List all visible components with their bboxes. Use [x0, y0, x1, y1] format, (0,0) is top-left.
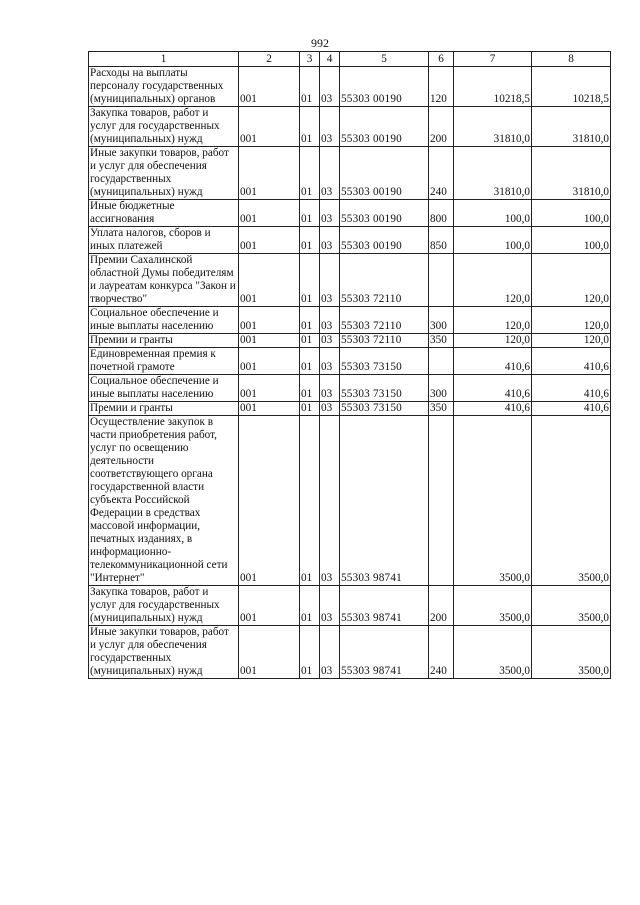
amount-col7: 100,0	[454, 200, 532, 227]
amount-col7: 100,0	[454, 227, 532, 254]
subsection-code: 03	[320, 200, 340, 227]
ministry-code: 001	[239, 67, 300, 107]
amount-col8: 120,0	[532, 254, 611, 307]
section-code: 01	[300, 626, 320, 679]
column-header: 7	[454, 52, 532, 67]
ministry-code: 001	[239, 402, 300, 416]
amount-col7: 410,6	[454, 402, 532, 416]
subsection-code: 03	[320, 107, 340, 147]
section-code: 01	[300, 227, 320, 254]
expense-type-code: 300	[429, 307, 454, 334]
page-number: 992	[311, 36, 329, 50]
item-name: Иные закупки товаров, работ и услуг для обеспечения государственных (муниципальных) нужд	[89, 147, 239, 200]
item-name: Премии и гранты	[89, 334, 239, 348]
amount-col8: 31810,0	[532, 107, 611, 147]
target-article-code: 55303 73150	[340, 348, 429, 375]
expense-type-code: 300	[429, 375, 454, 402]
expense-type-code: 200	[429, 107, 454, 147]
subsection-code: 03	[320, 402, 340, 416]
item-name: Закупка товаров, работ и услуг для государственных (муниципальных) нужд	[89, 107, 239, 147]
table-row	[89, 307, 611, 334]
column-header: 3	[300, 52, 320, 67]
table-row	[89, 586, 611, 626]
target-article-code: 55303 00190	[340, 107, 429, 147]
subsection-code: 03	[320, 307, 340, 334]
amount-col7: 31810,0	[454, 107, 532, 147]
amount-col8: 3500,0	[532, 416, 611, 586]
section-code: 01	[300, 254, 320, 307]
ministry-code: 001	[239, 107, 300, 147]
subsection-code: 03	[320, 626, 340, 679]
target-article-code: 55303 72110	[340, 334, 429, 348]
amount-col7: 410,6	[454, 348, 532, 375]
section-code: 01	[300, 348, 320, 375]
table-row	[89, 348, 611, 375]
ministry-code: 001	[239, 586, 300, 626]
expense-type-code: 240	[429, 147, 454, 200]
section-code: 01	[300, 334, 320, 348]
table-row	[89, 402, 611, 416]
section-code: 01	[300, 107, 320, 147]
item-name: Социальное обеспечение и иные выплаты населению	[89, 307, 239, 334]
amount-col8: 410,6	[532, 375, 611, 402]
section-code: 01	[300, 147, 320, 200]
expense-type-code: 350	[429, 334, 454, 348]
expense-type-code: 120	[429, 67, 454, 107]
expense-type-code	[429, 348, 454, 375]
ministry-code: 001	[239, 334, 300, 348]
table-row	[89, 375, 611, 402]
amount-col7: 31810,0	[454, 147, 532, 200]
amount-col7: 120,0	[454, 334, 532, 348]
target-article-code: 55303 00190	[340, 227, 429, 254]
item-name: Иные бюджетные ассигнования	[89, 200, 239, 227]
table-row	[89, 200, 611, 227]
column-header: 4	[320, 52, 340, 67]
item-name: Премии Сахалинской областной Думы победителям и лауреатам конкурса "Закон и творчество"	[89, 254, 239, 307]
amount-col7: 10218,5	[454, 67, 532, 107]
subsection-code: 03	[320, 334, 340, 348]
subsection-code: 03	[320, 586, 340, 626]
amount-col8: 120,0	[532, 334, 611, 348]
table-row	[89, 107, 611, 147]
item-name: Расходы на выплаты персоналу государственных (муниципальных) органов	[89, 67, 239, 107]
table-row	[89, 334, 611, 348]
ministry-code: 001	[239, 307, 300, 334]
subsection-code: 03	[320, 416, 340, 586]
column-header: 2	[239, 52, 300, 67]
expense-type-code	[429, 254, 454, 307]
target-article-code: 55303 00190	[340, 67, 429, 107]
section-code: 01	[300, 416, 320, 586]
target-article-code: 55303 98741	[340, 626, 429, 679]
column-header: 1	[89, 52, 239, 67]
amount-col8: 100,0	[532, 200, 611, 227]
subsection-code: 03	[320, 348, 340, 375]
table-row	[89, 67, 611, 107]
amount-col7: 3500,0	[454, 586, 532, 626]
subsection-code: 03	[320, 147, 340, 200]
expense-type-code	[429, 416, 454, 586]
amount-col7: 3500,0	[454, 416, 532, 586]
subsection-code: 03	[320, 375, 340, 402]
amount-col8: 31810,0	[532, 147, 611, 200]
expense-type-code: 200	[429, 586, 454, 626]
amount-col7: 410,6	[454, 375, 532, 402]
item-name: Премии и гранты	[89, 402, 239, 416]
ministry-code: 001	[239, 416, 300, 586]
amount-col8: 10218,5	[532, 67, 611, 107]
expense-type-code: 850	[429, 227, 454, 254]
budget-table	[88, 51, 611, 679]
column-header: 5	[340, 52, 429, 67]
table-row	[89, 416, 611, 586]
item-name: Социальное обеспечение и иные выплаты населению	[89, 375, 239, 402]
column-header: 6	[429, 52, 454, 67]
section-code: 01	[300, 67, 320, 107]
target-article-code: 55303 72110	[340, 307, 429, 334]
section-code: 01	[300, 307, 320, 334]
item-name: Осуществление закупок в части приобретения работ, услуг по освещению деятельности соответствующего органа государственной власти субъекта Российской Федерации в средствах массовой информации, печатных изданиях, в информационно-телекоммуникационной сети "Интернет"	[89, 416, 239, 586]
subsection-code: 03	[320, 67, 340, 107]
header-row	[89, 52, 611, 67]
table-row	[89, 254, 611, 307]
ministry-code: 001	[239, 200, 300, 227]
table-row	[89, 227, 611, 254]
ministry-code: 001	[239, 254, 300, 307]
item-name: Уплата налогов, сборов и иных платежей	[89, 227, 239, 254]
target-article-code: 55303 73150	[340, 375, 429, 402]
expense-type-code: 800	[429, 200, 454, 227]
ministry-code: 001	[239, 375, 300, 402]
amount-col8: 120,0	[532, 307, 611, 334]
column-header: 8	[532, 52, 611, 67]
amount-col8: 3500,0	[532, 626, 611, 679]
amount-col8: 410,6	[532, 348, 611, 375]
amount-col8: 410,6	[532, 402, 611, 416]
ministry-code: 001	[239, 147, 300, 200]
amount-col8: 3500,0	[532, 586, 611, 626]
table-body	[89, 67, 611, 679]
amount-col7: 3500,0	[454, 626, 532, 679]
target-article-code: 55303 98741	[340, 586, 429, 626]
table-row	[89, 147, 611, 200]
section-code: 01	[300, 375, 320, 402]
ministry-code: 001	[239, 227, 300, 254]
subsection-code: 03	[320, 254, 340, 307]
table-row	[89, 626, 611, 679]
item-name: Иные закупки товаров, работ и услуг для обеспечения государственных (муниципальных) нужд	[89, 626, 239, 679]
ministry-code: 001	[239, 348, 300, 375]
amount-col8: 100,0	[532, 227, 611, 254]
subsection-code: 03	[320, 227, 340, 254]
expense-type-code: 240	[429, 626, 454, 679]
ministry-code: 001	[239, 626, 300, 679]
amount-col7: 120,0	[454, 254, 532, 307]
section-code: 01	[300, 402, 320, 416]
target-article-code: 55303 72110	[340, 254, 429, 307]
amount-col7: 120,0	[454, 307, 532, 334]
target-article-code: 55303 00190	[340, 147, 429, 200]
target-article-code: 55303 00190	[340, 200, 429, 227]
item-name: Единовременная премия к почетной грамоте	[89, 348, 239, 375]
item-name: Закупка товаров, работ и услуг для государственных (муниципальных) нужд	[89, 586, 239, 626]
target-article-code: 55303 73150	[340, 402, 429, 416]
target-article-code: 55303 98741	[340, 416, 429, 586]
expense-type-code: 350	[429, 402, 454, 416]
section-code: 01	[300, 586, 320, 626]
section-code: 01	[300, 200, 320, 227]
